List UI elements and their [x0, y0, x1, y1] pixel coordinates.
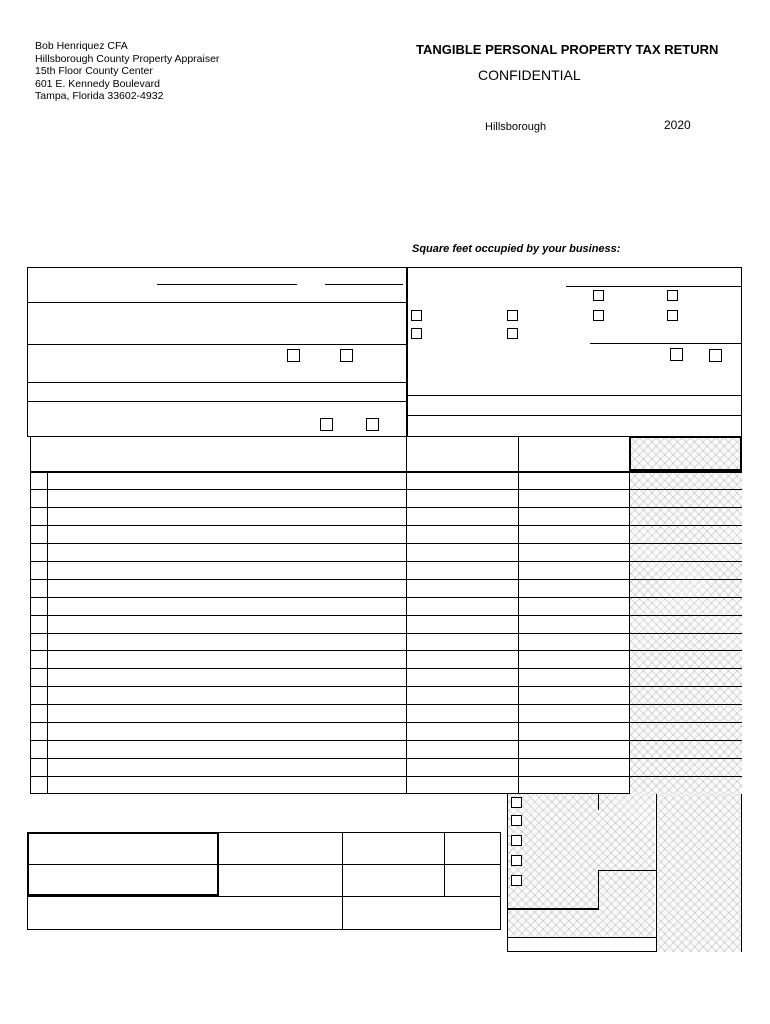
business-type-checkbox-3[interactable]: [411, 328, 422, 339]
exemption-checkbox-5[interactable]: [511, 875, 522, 886]
exemption-checkbox-2[interactable]: [511, 815, 522, 826]
business-info-block: [407, 267, 742, 437]
table-row: [30, 650, 742, 651]
table-row: [30, 615, 742, 616]
table-row: [30, 561, 742, 562]
exemption-checkbox-1[interactable]: [511, 797, 522, 808]
checkbox-no-3[interactable]: [709, 349, 722, 362]
exemption-checkbox-4[interactable]: [511, 855, 522, 866]
table-row: [30, 633, 742, 634]
appraiser-street: 601 E. Kennedy Boulevard: [35, 77, 160, 90]
county-name: Hillsborough: [485, 121, 547, 133]
table-row: [30, 776, 742, 777]
appraiser-office: Hillsborough County Property Appraiser: [35, 52, 220, 65]
table-row: [30, 507, 742, 508]
table-row: [30, 758, 742, 759]
checkbox-no-1[interactable]: [340, 349, 353, 362]
business-type-checkbox-5[interactable]: [593, 290, 604, 301]
checkbox-yes-3[interactable]: [670, 348, 683, 361]
table-row: [30, 471, 742, 473]
appraiser-floor: 15th Floor County Center: [35, 65, 153, 78]
table-row: [30, 525, 742, 526]
appraiser-address: [35, 40, 219, 103]
business-type-checkbox-4[interactable]: [507, 328, 518, 339]
square-feet-label: Square feet occupied by your business:: [412, 243, 621, 255]
table-row: [30, 722, 742, 723]
form-title: TANGIBLE PERSONAL PROPERTY TAX RETURN: [416, 42, 719, 57]
business-type-checkbox-6[interactable]: [667, 290, 678, 301]
appraiser-city: Tampa, Florida 33602-4932: [35, 90, 164, 103]
table-row: [30, 686, 742, 687]
table-row: [30, 740, 742, 741]
table-row: [30, 579, 742, 580]
table-row: [30, 704, 742, 705]
exemption-checkbox-3[interactable]: [511, 835, 522, 846]
table-row: [30, 543, 742, 544]
table-row: [30, 668, 742, 669]
business-type-checkbox-1[interactable]: [411, 310, 422, 321]
date-line: [325, 284, 403, 285]
table-row: [30, 489, 742, 490]
business-type-checkbox-8[interactable]: [667, 310, 678, 321]
tax-year: 2020: [664, 118, 691, 132]
appraiser-name: Bob Henriquez CFA: [35, 40, 128, 52]
checkbox-no-2[interactable]: [366, 418, 379, 431]
checkbox-yes-2[interactable]: [320, 418, 333, 431]
business-type-checkbox-7[interactable]: [593, 310, 604, 321]
table-row: [30, 597, 742, 598]
business-type-checkbox-2[interactable]: [507, 310, 518, 321]
confidential-label: CONFIDENTIAL: [478, 67, 581, 83]
checkbox-yes-1[interactable]: [287, 349, 300, 362]
signature-line: [157, 284, 297, 285]
